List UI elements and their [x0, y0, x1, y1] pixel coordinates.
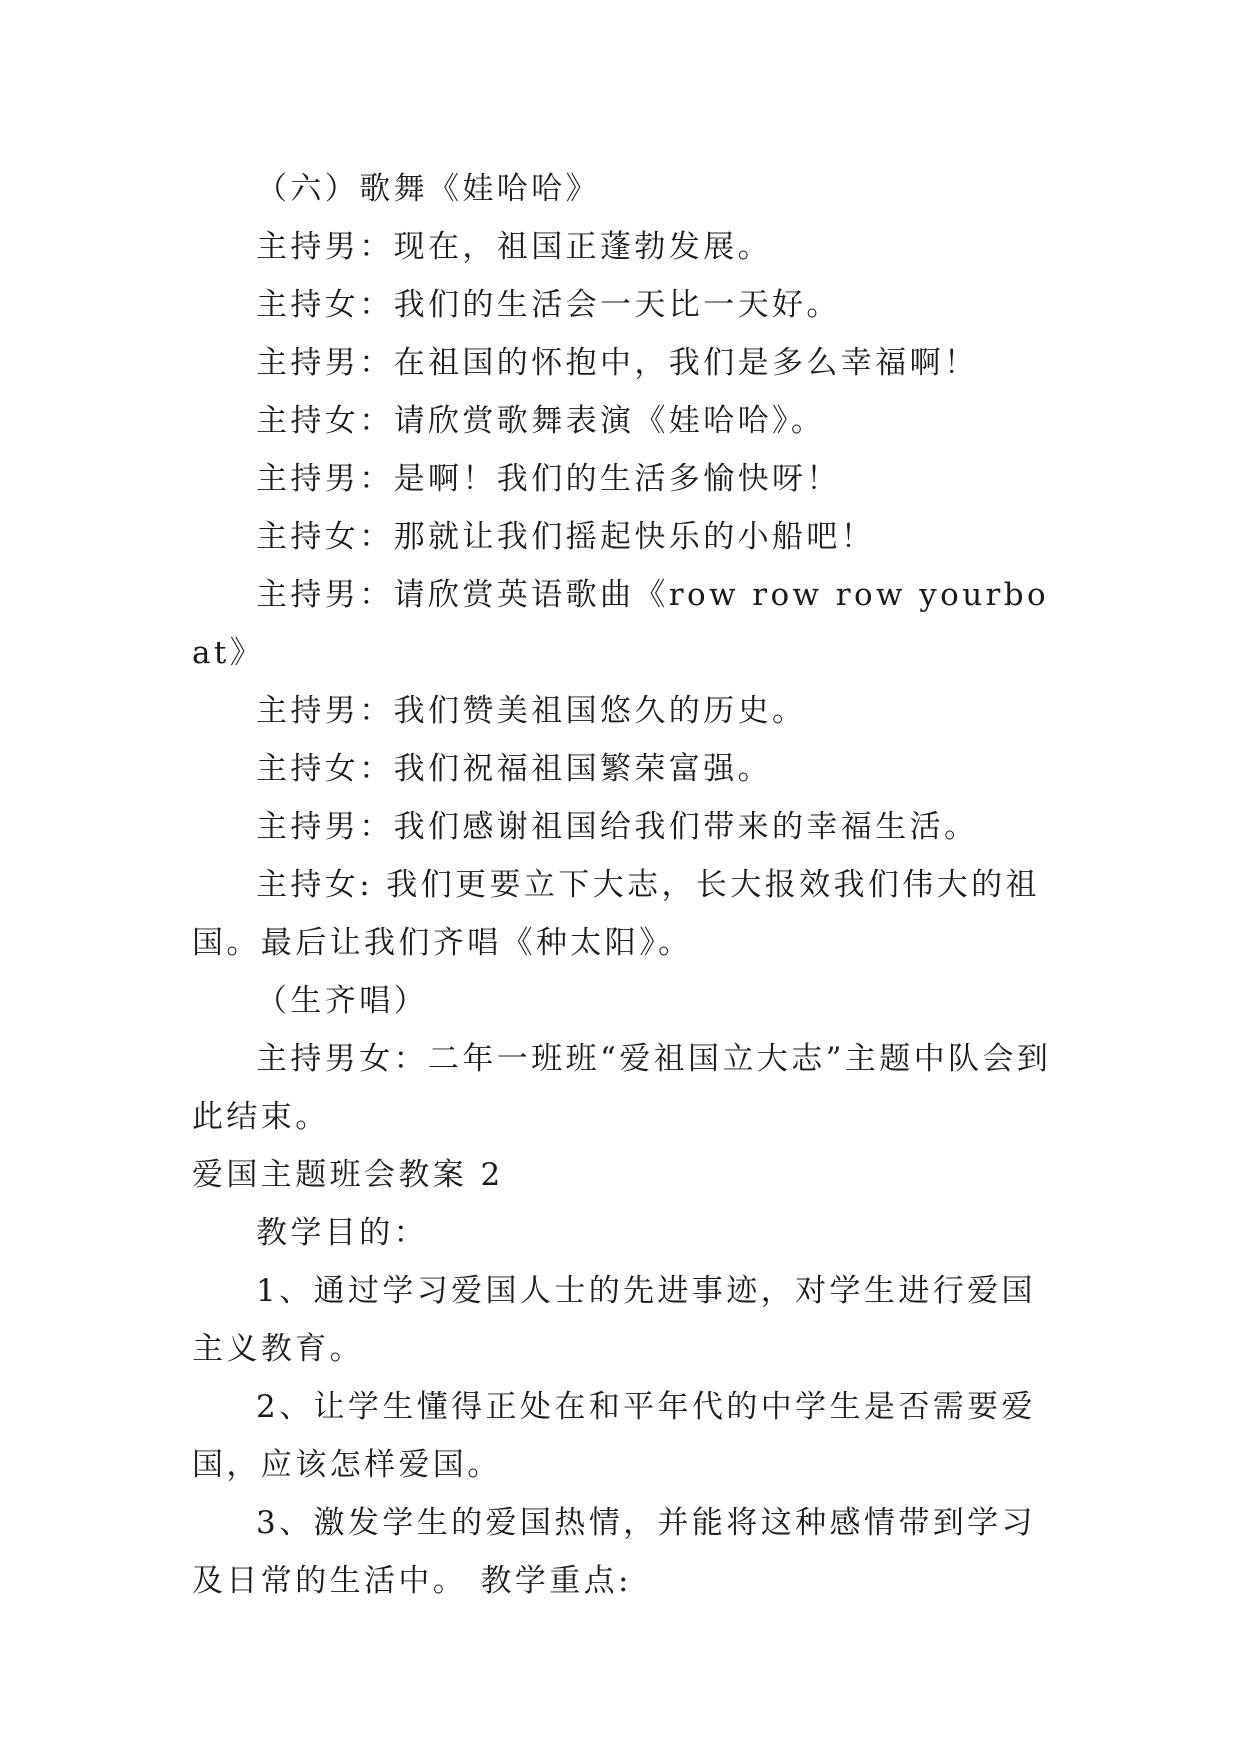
paragraph-14: 主持男女：二年一班班“爱祖国立大志”主题中队会到此结束。 — [192, 1041, 1052, 1135]
paragraph-4: 主持男：在祖国的怀抱中，我们是多么幸福啊！ — [256, 345, 979, 381]
paragraph-19: 3、激发学生的爱国热情，并能将这种感情带到学习及日常的生活中。 教学重点: — [192, 1505, 1036, 1599]
section-heading: 爱国主题班会教案 2 — [192, 1157, 504, 1193]
paragraph-2: 主持男：现在，祖国正蓬勃发展。 — [256, 229, 772, 265]
paragraph-9: 主持男：我们赞美祖国悠久的历史。 — [256, 693, 807, 729]
document-body — [192, 160, 1062, 1610]
paragraph-10: 主持女：我们祝福祖国繁荣富强。 — [256, 751, 772, 787]
paragraph-11: 主持男：我们感谢祖国给我们带来的幸福生活。 — [256, 809, 979, 845]
paragraph-1: （六）歌舞《娃哈哈》 — [256, 171, 600, 207]
paragraph-18: 2、让学生懂得正处在和平年代的中学生是否需要爱国，应该怎样爱国。 — [192, 1389, 1036, 1483]
paragraph-13: （生齐唱） — [256, 983, 428, 1019]
paragraph-17: 1、通过学习爱国人士的先进事迹，对学生进行爱国主义教育。 — [192, 1273, 1036, 1367]
paragraph-5: 主持女：请欣赏歌舞表演《娃哈哈》。 — [256, 403, 826, 439]
paragraph-3: 主持女：我们的生活会一天比一天好。 — [256, 287, 841, 323]
paragraph-12: 主持女: 我们更要立下大志，长大报效我们伟大的祖国。最后让我们齐唱《种太阳》。 — [192, 867, 1040, 961]
paragraph-16: 教学目的： — [256, 1215, 428, 1251]
paragraph-8: 主持男：请欣赏英语歌曲《row row row yourboat》 — [192, 577, 1050, 671]
paragraph-6: 主持男：是啊！我们的生活多愉快呀！ — [256, 461, 841, 497]
paragraph-7: 主持女：那就让我们摇起快乐的小船吧！ — [256, 519, 876, 555]
